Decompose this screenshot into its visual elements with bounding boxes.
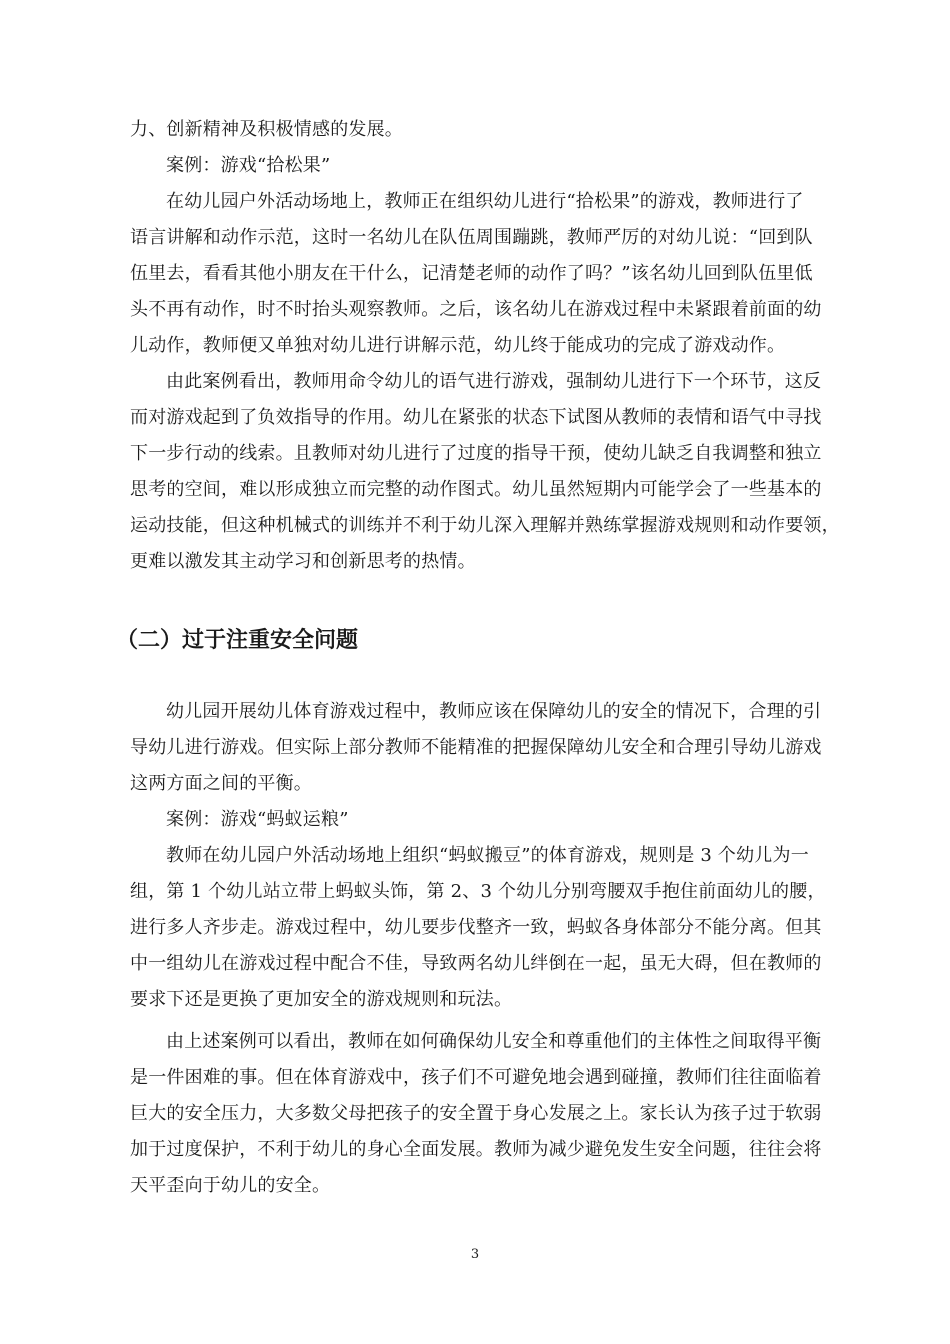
case-text-line: 教师在幼儿园户外活动场地上组织“蚂蚁搬豆”的体育游戏，规则是 3 个幼儿为一 [166, 845, 809, 866]
analysis-text-line: 天平歪向于幼儿的安全。 [130, 1175, 331, 1196]
case-label-ants: 案例：游戏“蚂蚁运粮” [166, 809, 349, 830]
analysis-text-line: 运动技能，但这种机械式的训练并不利于幼儿深入理解并熟练掌握游戏规则和动作要领， [130, 515, 840, 536]
case-text-line: 中一组幼儿在游戏过程中配合不佳，导致两名幼儿绊倒在一起，虽无大碍，但在教师的 [130, 953, 822, 974]
case-text-line: 在幼儿园户外活动场地上，教师正在组织幼儿进行“拾松果”的游戏，教师进行了 [166, 191, 804, 212]
section-heading: （二）过于注重安全问题 [116, 628, 359, 653]
analysis-text-line: 由上述案例可以看出，教师在如何确保幼儿安全和尊重他们的主体性之间取得平衡 [166, 1031, 822, 1052]
case-text-line: 要求下还是更换了更加安全的游戏规则和玩法。 [130, 989, 513, 1010]
intro-text-line: 这两方面之间的平衡。 [130, 773, 312, 794]
case-text-line: 进行多人齐步走。游戏过程中，幼儿要步伐整齐一致，蚂蚁各身体部分不能分离。但其 [130, 917, 822, 938]
analysis-text-line: 巨大的安全压力，大多数父母把孩子的安全置于身心发展之上。家长认为孩子过于软弱 [130, 1103, 822, 1124]
intro-text-line: 导幼儿进行游戏。但实际上部分教师不能精准的把握保障幼儿安全和合理引导幼儿游戏 [130, 737, 822, 758]
case-text-line: 伍里去，看看其他小朋友在干什么，记清楚老师的动作了吗？”该名幼儿回到队伍里低 [130, 263, 813, 284]
case-text-line: 语言讲解和动作示范，这时一名幼儿在队伍周围蹦跳，教师严厉的对幼儿说：“回到队 [130, 227, 813, 248]
analysis-text-line: 思考的空间，难以形成独立而完整的动作图式。幼儿虽然短期内可能学会了一些基本的 [130, 479, 822, 500]
intro-text-line: 幼儿园开展幼儿体育游戏过程中，教师应该在保障幼儿的安全的情况下，合理的引 [166, 701, 822, 722]
case-text-line: 儿动作，教师便又单独对幼儿进行讲解示范，幼儿终于能成功的完成了游戏动作。 [130, 335, 786, 356]
analysis-text-line: 而对游戏起到了负效指导的作用。幼儿在紧张的状态下试图从教师的表情和语气中寻找 [130, 407, 822, 428]
case-text-line: 头不再有动作，时不时抬头观察教师。之后，该名幼儿在游戏过程中未紧跟着前面的幼 [130, 299, 822, 320]
analysis-text-line: 加于过度保护，不利于幼儿的身心全面发展。教师为减少避免发生安全问题，往往会将 [130, 1139, 822, 1160]
case-text-line: 组，第 1 个幼儿站立带上蚂蚁头饰，第 2、3 个幼儿分别弯腰双手抱住前面幼儿的腰， [130, 881, 826, 902]
analysis-text-line: 是一件困难的事。但在体育游戏中，孩子们不可避免地会遇到碰撞，教师们往往面临着 [130, 1067, 822, 1088]
analysis-text-line: 下一步行动的线索。且教师对幼儿进行了过度的指导干预，使幼儿缺乏自我调整和独立 [130, 443, 822, 464]
paragraph-continuation-line: 力、创新精神及积极情感的发展。 [130, 119, 403, 140]
analysis-text-line: 更难以激发其主动学习和创新思考的热情。 [130, 551, 476, 572]
analysis-text-line: 由此案例看出，教师用命令幼儿的语气进行游戏，强制幼儿进行下一个环节，这反 [166, 371, 822, 392]
page-number: 3 [470, 1247, 480, 1262]
case-label-pine-cones: 案例：游戏“拾松果” [166, 155, 331, 176]
